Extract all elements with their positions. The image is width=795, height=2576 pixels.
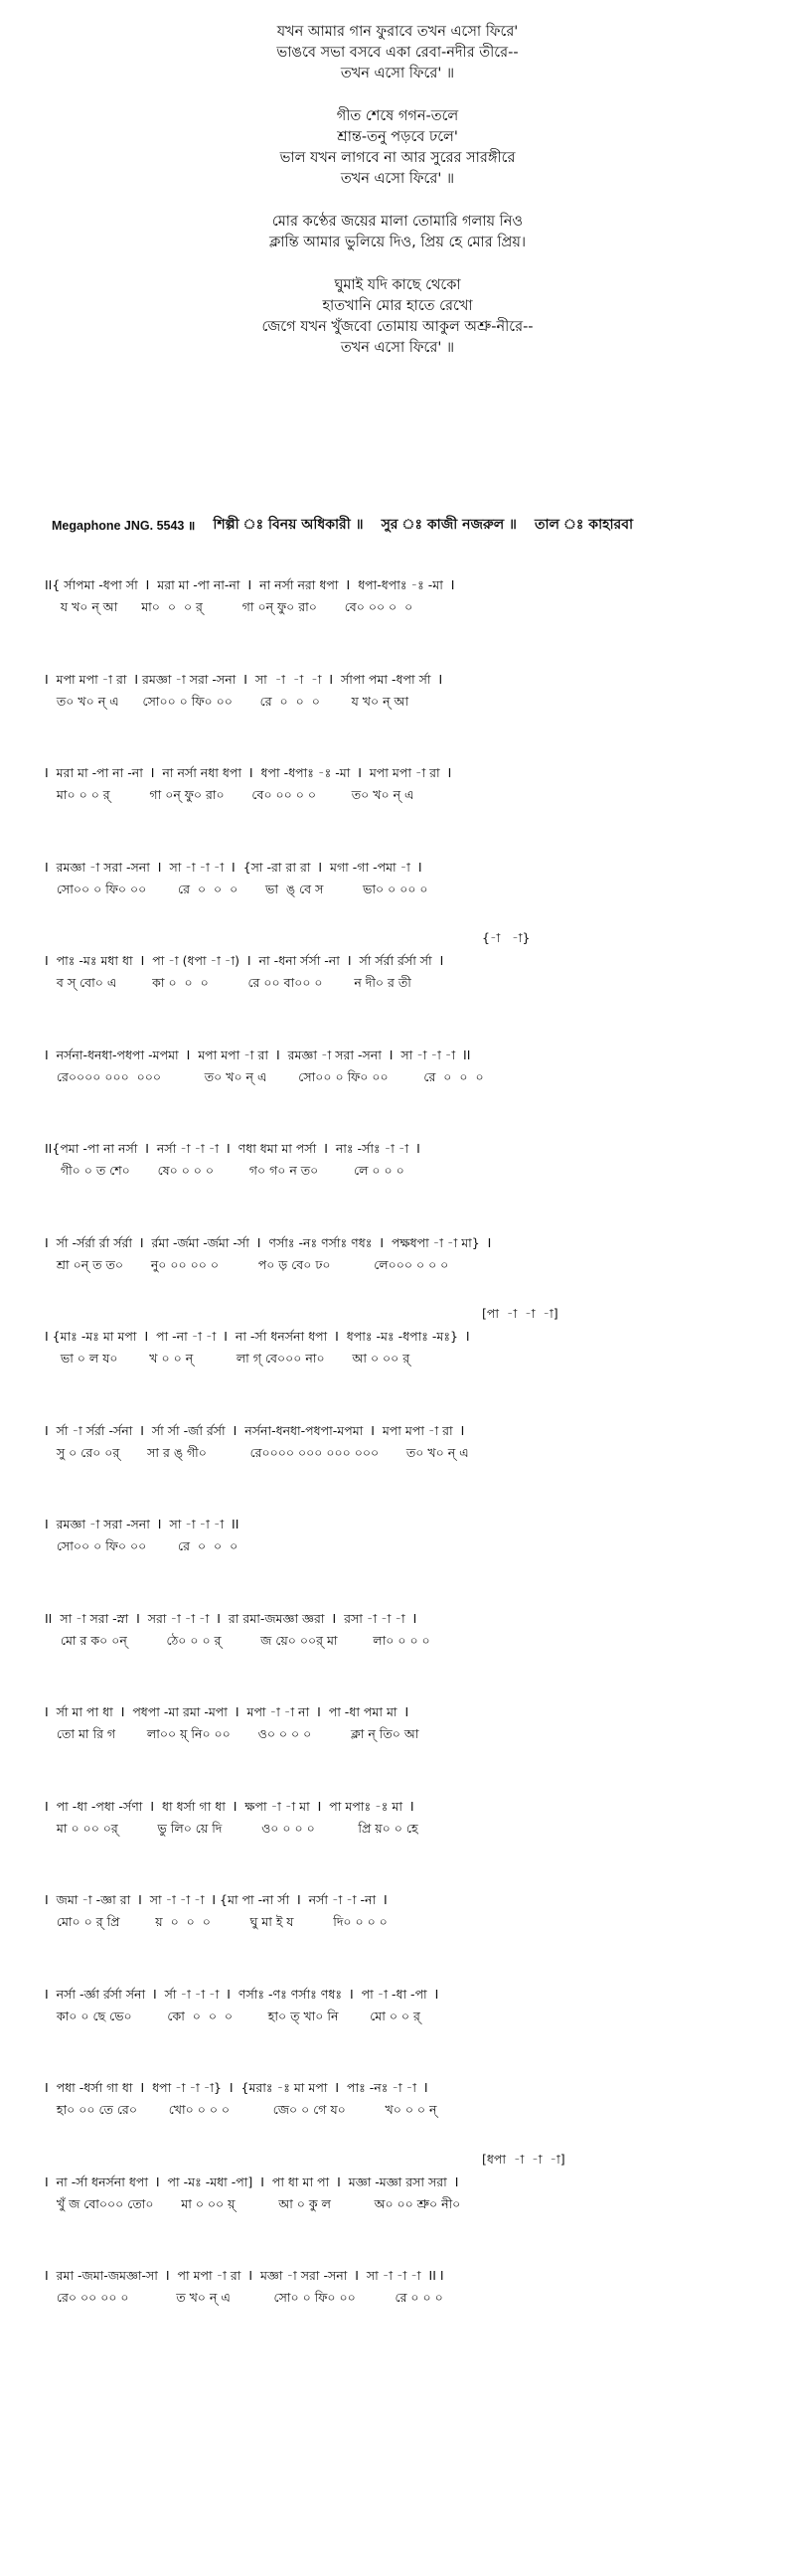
- syllable-line: তো মা রি গ লা০০ য়্ নি০ ০০ ও০ ০ ০ ০ ক্লা ন্ তি০ আ: [45, 1726, 419, 1741]
- lyric-line: মোর কণ্ঠের জয়ের মালা তোমারি গলায় নিও: [271, 214, 524, 230]
- alternate-notes: [ধপা -া -া -া]: [482, 2152, 565, 2167]
- syllable-line: মো০ ০ র্ প্রি য় ০ ০ ০ ঘু মা ই য দি০ ০ ০ ০: [45, 1914, 388, 1929]
- swara-notes: I নর্সনা-ধনধা-পধপা -মপমা I মপা মপা -া রা I রমজ্ঞা -া সরা -সনা I সা -া -া -া II: [45, 1047, 471, 1062]
- syllable-line: মা০ ০ ০ র্ গা ০ন্ ফু০ রা০ বে০ ০০ ০ ০ ত০ খ০ ন্ এ: [45, 787, 414, 802]
- lyric-line: শ্রান্ত-তনু পড়বে ঢলে': [337, 129, 458, 145]
- catalog-number: Megaphone JNG. 5543 ॥: [52, 518, 196, 533]
- syllable-line: মো র ক০ ০ন্ ঠে০ ০ ০ র্ জ য়ে০ ০০র্ মা লা০ ০ ০ ০: [45, 1633, 430, 1648]
- swara-notes: I রমজ্ঞা -া সরা -সনা I সা -া -া -া I {সা -রা রা রা I মগা -গা -পমা -া I: [45, 860, 422, 875]
- swara-notes: I না -র্সা ধনর্সনা ধপা I পা -মঃ -মধা -পা] I পা ধা মা পা I মজ্ঞা -মজ্ঞা রসা সরা I: [45, 2174, 459, 2189]
- swara-notes: II{ র্সাপমা -ধপা র্সা I মরা মা -পা না-না I না নর্সা নরা ধপা I ধপা-ধপাঃ -ঃ -মা I: [45, 577, 455, 592]
- swara-notes: II সা -া সরা -স্না I সরা -া -া -া I রা রমা-জমজ্ঞা জ্ঞরা I রসা -া -া -া I: [45, 1611, 417, 1626]
- swara-notes: I জমা -া -জ্ঞা রা I সা -া -া -া I {মা পা -না র্সা I নর্সা -া -া -না I: [45, 1892, 388, 1907]
- lyric-line: জেগে যখন খুঁজবো তোমায় আকুল অশ্রু-নীরে--: [261, 319, 534, 335]
- swara-notes: I রমজ্ঞা -া সরা -সনা I সা -া -া -া II: [45, 1517, 239, 1531]
- syllable-line: রে০০০০ ০০০ ০০০ ত০ খ০ ন্ এ সো০০ ০ ফি০ ০০ রে ০ ০ ০: [45, 1069, 484, 1084]
- lyric-line: ভাঙবে সভা বসবে একা রেবা-নদীর তীরে--: [276, 45, 519, 61]
- swara-notes: I পাঃ -মঃ মধা ধা I পা -া (ধপা -া -া) I না -ধনা র্সর্সা -না I র্সা র্সর্রা র্রর্সা র্সা I: [45, 953, 444, 968]
- tala-credit: তাল ঃ কাহারবা: [534, 517, 634, 533]
- swara-notes: I র্সা -র্সর্রা র্রা র্সর্রা I র্রমা -র্জমা -র্জমা -র্সা I ণর্সাঃ -নঃ ণর্সাঃ ণধঃ I পক্ষধপা -া -া মা} I: [45, 1235, 492, 1250]
- syllable-line: মা ০ ০০ ০র্ ভু লি০ য়ে দি ও০ ০ ০ ০ প্রি য়০ ০ হে: [45, 1821, 418, 1836]
- swara-notes: I র্সা মা পা ধা I পধপা -মা রমা -মপা I মপা -া -া না I পা -ধা পমা মা I: [45, 1704, 409, 1719]
- lyric-line: তখন এসো ফিরে' ॥: [340, 340, 455, 356]
- notation-block: [45, 0, 760, 2576]
- syllable-line: কা০ ০ ছে ভে০ কো ০ ০ ০ হা০ ত্ খা০ নি মো ০ ০ র্: [45, 2009, 420, 2023]
- syllable-line: সো০০ ০ ফি০ ০০ রে ০ ০ ০ ভা ঙ্ বে স ভা০ ০ ০০ ০: [45, 882, 428, 896]
- composer-credit: সুর ঃ কাজী নজরুল ॥: [381, 517, 517, 533]
- syllable-line: ত০ খ০ ন্ এ সো০০ ০ ফি০ ০০ রে ০ ০ ০ য খ০ ন্ আ: [45, 694, 409, 709]
- syllable-line: শ্রা ০ন্ ত ত০ নু০ ০০ ০০ ০ প০ ড় বে০ ঢ০ লে০০০ ০ ০ ০: [45, 1257, 449, 1272]
- swara-notes: I র্সা -া র্সর্রা -র্সনা I র্সা র্সা -র্জা র্রর্সা I নর্সনা-ধনধা-পধপা-মপমা I মপা মপা -া রা I: [45, 1423, 465, 1438]
- lyric-line: তখন এসো ফিরে' ॥: [340, 66, 455, 81]
- swara-notes: I পধা -ধর্সা গা ধা I ধপা -া -া -া} I {মরাঃ -ঃ মা মপা I পাঃ -নঃ -া -া I: [45, 2080, 428, 2095]
- lyric-line: তখন এসো ফিরে' ॥: [340, 171, 455, 187]
- syllable-line: ভা ০ ল য০ খ ০ ০ ন্ লা গ্ বে০০০ না০ আ ০ ০০ র্: [45, 1351, 410, 1366]
- lyric-line: ক্লান্তি আমার ভুলিয়ে দিও, প্রিয় হে মোর প্রিয়।: [268, 235, 527, 250]
- alternate-notes: [পা -া -া -া]: [482, 1306, 558, 1321]
- syllable-line: সু ০ রে০ ০র্ সা র ঙ্ গী০ রে০০০০ ০০০ ০০০ ০০০ ত০ খ০ ন্ এ: [45, 1445, 469, 1460]
- artist-credit: শিল্পী ঃ বিনয় অধিকারী ॥: [213, 517, 364, 533]
- lyric-line: গীত শেষে গগন-তলে: [336, 108, 459, 124]
- lyric-line: ভাল যখন লাগবে না আর সুরের সারঙ্গীরে: [279, 150, 516, 166]
- swara-notes: I পা -ধা -পধা -র্সণা I ধা ধর্সা গা ধা I ক্ষপা -া -া মা I পা মপাঃ -ঃ মা I: [45, 1799, 414, 1814]
- swara-notes: I রমা -জমা-জমজ্ঞা-সা I পা মপা -া রা I মজ্ঞা -া সরা -সনা I সা -া -া -া II I: [45, 2268, 444, 2283]
- syllable-line: হা০ ০০ তে রে০ খো০ ০ ০ ০ জে০ ০ গে য০ খ০ ০ ০ ন্: [45, 2102, 437, 2117]
- lyric-line: ঘুমাই যদি কাছে থেকো: [334, 277, 461, 293]
- lyric-line: যখন আমার গান ফুরাবে তখন এসো ফিরে': [276, 24, 519, 40]
- syllable-line: ব স্ বো০ এ কা ০ ০ ০ রে ০০ বা০০ ০ ন দী০ র তী: [45, 975, 411, 990]
- swara-notes: I মরা মা -পা না -না I না নর্সা নধা ধপা I ধপা -ধপাঃ -ঃ -মা I মপা মপা -া রা I: [45, 765, 452, 780]
- syllable-line: গী০ ০ ত শে০ ষে০ ০ ০ ০ গ০ গ০ ন ত০ লে ০ ০ ০: [45, 1163, 404, 1178]
- lyric-line: হাতখানি মোর হাতে রেখো: [322, 298, 473, 314]
- syllable-line: য খ০ ন্ আ মা০ ০ ০ র্ গা ০ন্ ফু০ রা০ বে০ ০০ ০ ০: [45, 599, 413, 614]
- swara-notes: II{পমা -পা না নর্সা I নর্সা -া -া -া I ণধা ধমা মা পর্সা I নাঃ -র্সাঃ -া -া I: [45, 1141, 420, 1156]
- swara-notes: I {মাঃ -মঃ মা মপা I পা -না -া -া I না -র্সা ধনর্সনা ধপা I ধপাঃ -মঃ -ধপাঃ -মঃ} I: [45, 1329, 470, 1344]
- swara-notes: I নর্সা -র্জ্ঞা র্রর্সা র্সনা I র্সা -া -া -া I ণর্সাঃ -ণঃ ণর্সাঃ ণধঃ I পা -া -ধা -পা I: [45, 1987, 439, 2002]
- syllable-line: খুঁ জ বো০০০ তো০ মা ০ ০০ য়্ আ ০ কু ল অ০ ০০ শ্রু০ নী০: [45, 2196, 461, 2211]
- syllable-line: রে০ ০০ ০০ ০ ত খ০ ন্ এ সো০ ০ ফি০ ০০ রে ০ ০ ০: [45, 2290, 443, 2305]
- syllable-line: সো০০ ০ ফি০ ০০ রে ০ ০ ০: [45, 1538, 238, 1553]
- swara-notes: I মপা মপা -া রা I রমজ্ঞা -া সরা -সনা I সা -া -া -া I র্সাপা পমা -ধপা র্সা I: [45, 672, 443, 687]
- alternate-notes: {-া -া}: [482, 930, 531, 945]
